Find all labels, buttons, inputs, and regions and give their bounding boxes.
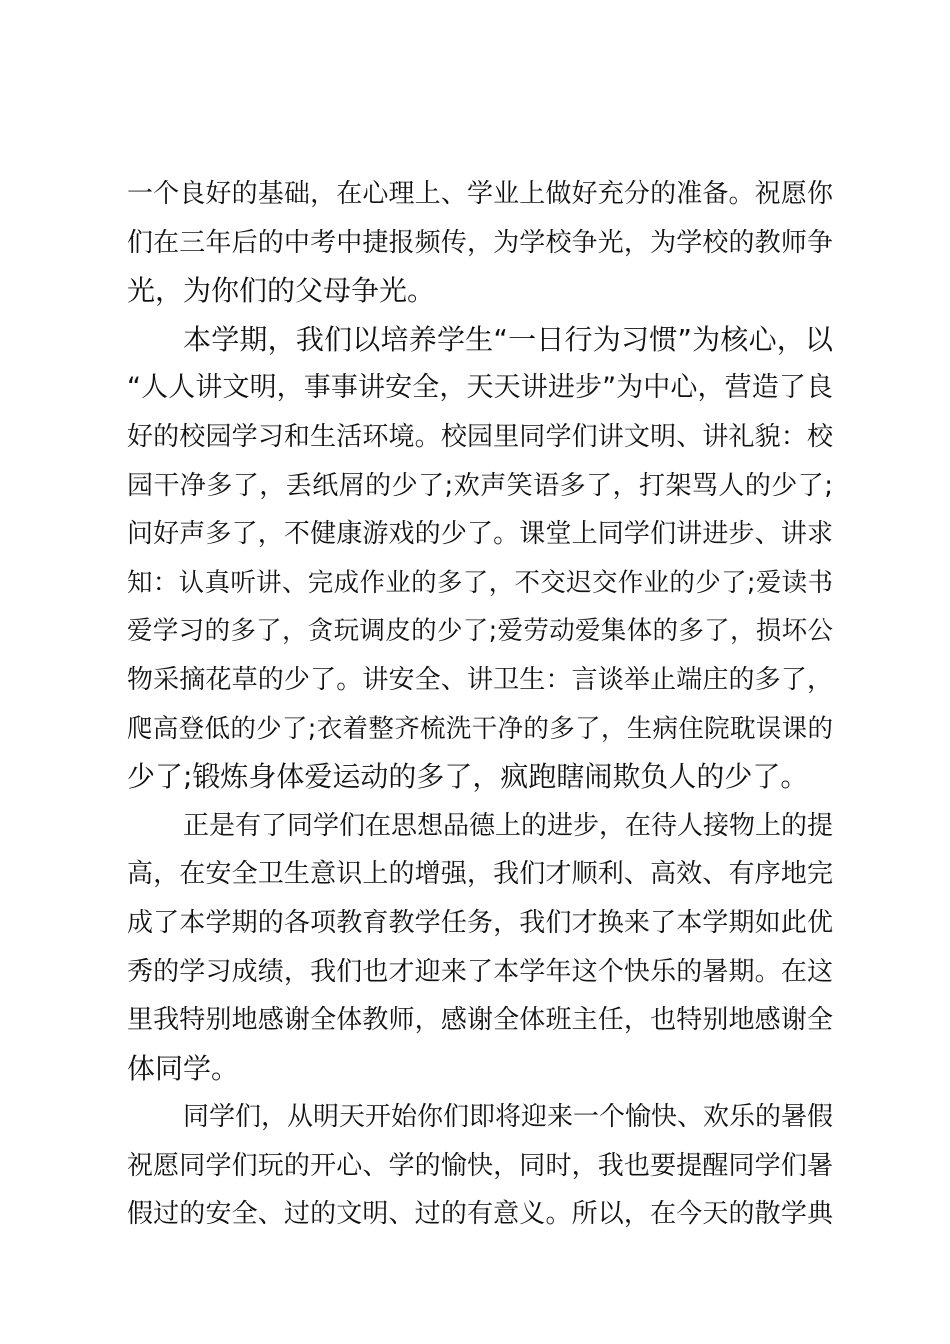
text-line: “人人讲文明，事事讲安全，天天讲进步”为中心，营造了良	[127, 372, 833, 404]
text-line: 高，在安全卫生意识上的增强，我们才顺利、高效、有序地完	[127, 859, 833, 890]
text-line: 们在三年后的中考中捷报频传，为学校争光，为学校的教师争	[127, 227, 833, 258]
text-line: 一个良好的基础，在心理上、学业上做好充分的准备。祝愿你	[127, 179, 833, 209]
text-line: 少了;锻炼身体爱运动的多了，疯跑瞎闹欺负人的少了。	[127, 760, 809, 794]
text-line: 里我特别地感谢全体教师，感谢全体班主任，也特别地感谢全	[127, 1005, 833, 1036]
paragraph-first-line: 本学期，我们以培养学生“一日行为习惯”为核心，以	[183, 322, 833, 356]
text-line: 光，为你们的父母争光。	[127, 274, 436, 308]
body-text	[127, 170, 833, 1239]
text-line: 假过的安全、过的文明、过的有意义。所以，在今天的散学典	[127, 1199, 833, 1230]
text-line: 问好声多了，不健康游戏的少了。课堂上同学们讲进步、讲求	[127, 519, 833, 550]
text-line: 物采摘花草的少了。讲安全、讲卫生：言谈举止端庄的多了，	[127, 664, 833, 695]
text-line: 爬高登低的少了;衣着整齐梳洗干净的多了，生病住院耽误课的	[127, 713, 833, 744]
paragraph-first-line: 正是有了同学们在思想品德上的进步，在待人接物上的提	[183, 810, 834, 841]
text-line: 体同学。	[127, 1051, 240, 1085]
paragraph-first-line: 同学们，从明天开始你们即将迎来一个愉快、欢乐的暑假	[183, 1102, 834, 1133]
text-line: 成了本学期的各项教育教学任务，我们才换来了本学期如此优	[127, 907, 833, 938]
text-line: 秀的学习成绩，我们也才迎来了本学年这个快乐的暑期。在这	[127, 956, 833, 987]
text-line: 爱学习的多了，贪玩调皮的少了;爱劳动爱集体的多了，损坏公	[127, 616, 833, 647]
text-line: 好的校园学习和生活环境。校园里同学们讲文明、讲礼貌：校	[127, 421, 833, 452]
text-line: 祝愿同学们玩的开心、学的愉快，同时，我也要提醒同学们暑	[127, 1150, 833, 1181]
text-line: 知：认真听讲、完成作业的多了，不交迟交作业的少了;爱读书	[127, 567, 833, 598]
text-line: 园干净多了，丢纸屑的少了;欢声笑语多了，打架骂人的少了;	[127, 470, 833, 501]
